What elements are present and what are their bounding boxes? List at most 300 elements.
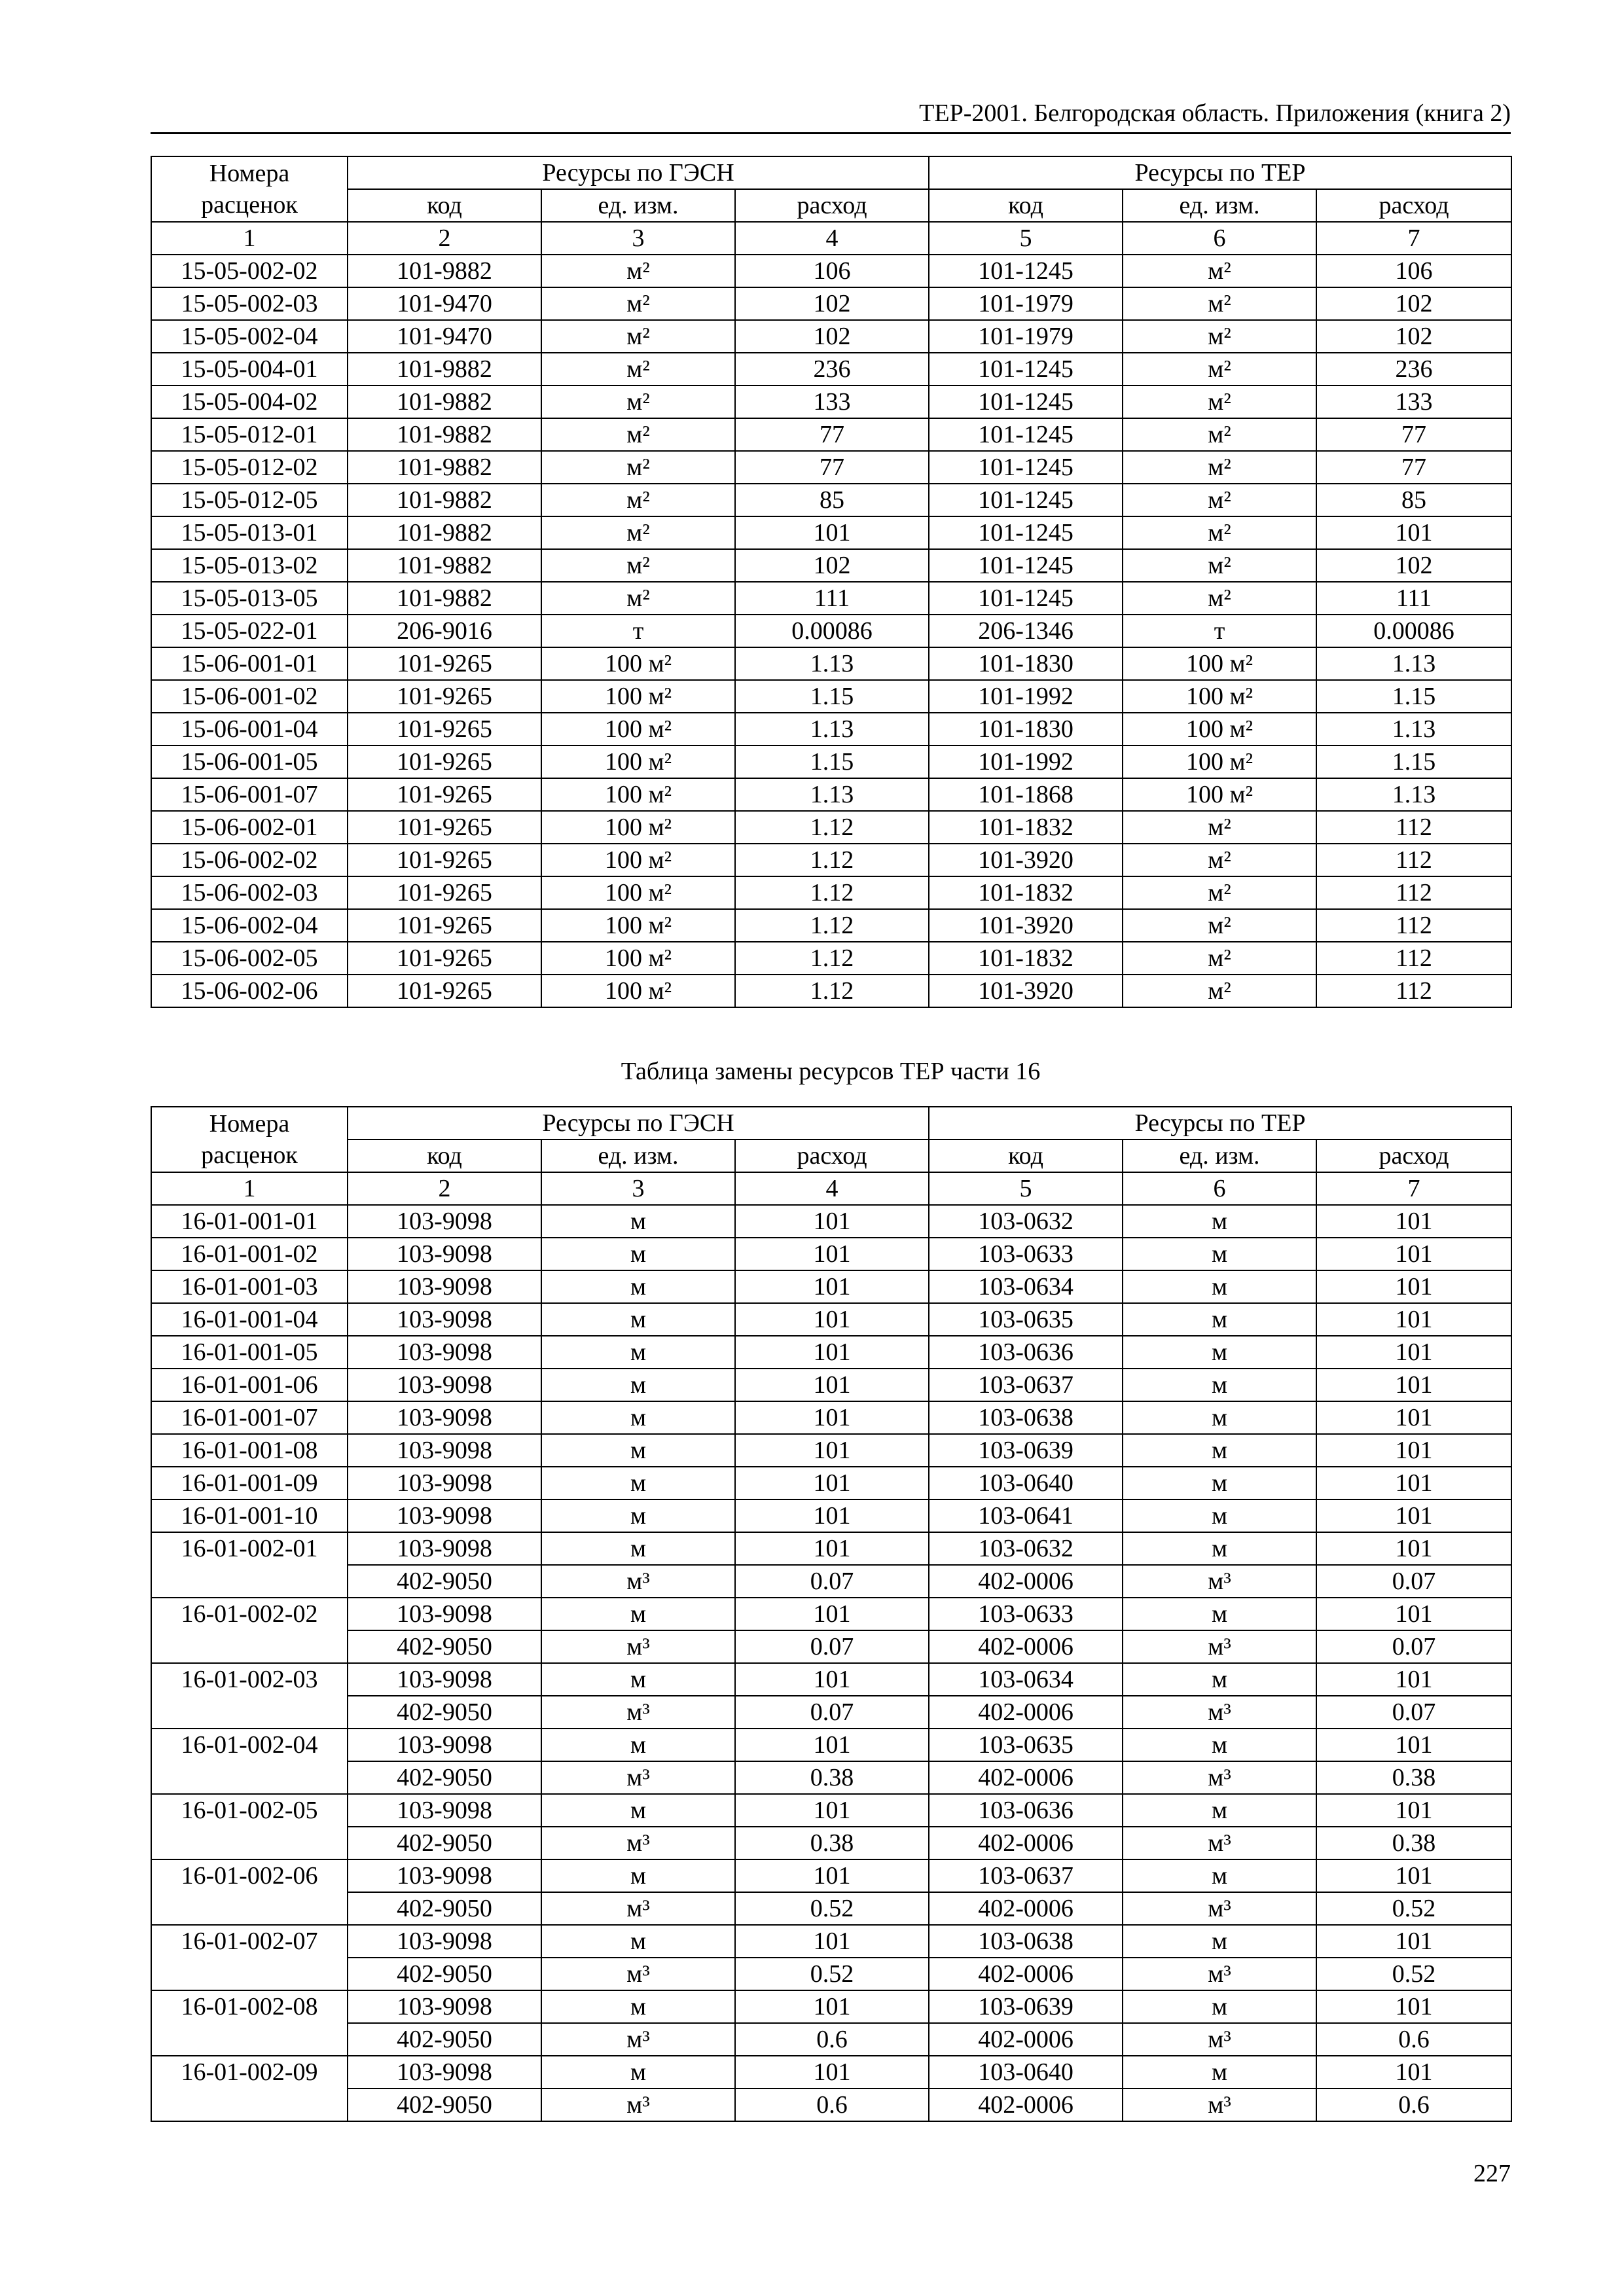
table-cell: м² bbox=[541, 287, 735, 320]
table-cell: м bbox=[541, 1990, 735, 2023]
table-cell: 101-1832 bbox=[929, 876, 1123, 909]
gesn-header: Ресурсы по ГЭСН bbox=[348, 1107, 929, 1139]
table-cell: м³ bbox=[1123, 2089, 1316, 2121]
table-cell: 101-9882 bbox=[348, 484, 541, 516]
table-cell: 103-0641 bbox=[929, 1499, 1123, 1532]
table-cell: 16-01-001-08 bbox=[151, 1434, 348, 1467]
table-cell: м² bbox=[541, 516, 735, 549]
table-cell: 101 bbox=[1316, 1794, 1511, 1827]
table-cell: 101-1830 bbox=[929, 713, 1123, 745]
table-cell: 101 bbox=[735, 1401, 929, 1434]
table-cell: 112 bbox=[1316, 909, 1511, 942]
table-cell: 101-1832 bbox=[929, 942, 1123, 975]
table-cell: 101 bbox=[1316, 1434, 1511, 1467]
table-cell: 0.00086 bbox=[1316, 615, 1511, 647]
table-cell: 402-0006 bbox=[929, 2023, 1123, 2056]
table-cell: 15-06-001-02 bbox=[151, 680, 348, 713]
table-cell: 100 м² bbox=[541, 844, 735, 876]
table-cell: м bbox=[1123, 1369, 1316, 1401]
table-cell: 103-9098 bbox=[348, 1990, 541, 2023]
table-cell: 101-9265 bbox=[348, 713, 541, 745]
table-cell: м bbox=[1123, 1401, 1316, 1434]
gesn-amount-header: расход bbox=[735, 1139, 929, 1172]
table-cell: 15-05-013-05 bbox=[151, 582, 348, 615]
table-cell: 1.12 bbox=[735, 811, 929, 844]
table-cell: 15-05-002-04 bbox=[151, 320, 348, 353]
table-cell: м bbox=[541, 1859, 735, 1892]
table-cell: 100 м² bbox=[541, 909, 735, 942]
table-cell: 101 bbox=[1316, 1925, 1511, 1958]
table-cell: м bbox=[541, 1205, 735, 1238]
table-cell: м bbox=[1123, 1598, 1316, 1630]
table-cell: 402-9050 bbox=[348, 1761, 541, 1794]
ter-amount-header: расход bbox=[1316, 189, 1511, 222]
table-row bbox=[151, 1729, 1511, 1761]
table-cell: 103-0636 bbox=[929, 1794, 1123, 1827]
table-cell: м³ bbox=[1123, 1696, 1316, 1729]
table-cell: 101-9265 bbox=[348, 975, 541, 1007]
table-cell: 15-05-012-01 bbox=[151, 418, 348, 451]
rate-code-cell: 16-01-002-02 bbox=[151, 1598, 348, 1663]
table-row bbox=[151, 418, 1511, 451]
table-cell: м³ bbox=[541, 2089, 735, 2121]
table-cell: 103-0636 bbox=[929, 1336, 1123, 1369]
table-row bbox=[151, 1696, 1511, 1729]
table-cell: 103-0637 bbox=[929, 1859, 1123, 1892]
table-cell: 101 bbox=[1316, 1303, 1511, 1336]
table-cell: м bbox=[1123, 1336, 1316, 1369]
table-cell: 101 bbox=[735, 516, 929, 549]
table-cell: 101-3920 bbox=[929, 844, 1123, 876]
table-cell: м² bbox=[1123, 255, 1316, 287]
table-cell: м bbox=[541, 1238, 735, 1270]
table-cell: м bbox=[1123, 1794, 1316, 1827]
table-cell: 101-9265 bbox=[348, 876, 541, 909]
table-cell: 15-05-013-02 bbox=[151, 549, 348, 582]
table-cell: 103-0638 bbox=[929, 1925, 1123, 1958]
table-row bbox=[151, 778, 1511, 811]
table-cell: 1.15 bbox=[735, 680, 929, 713]
table-cell: м² bbox=[541, 353, 735, 386]
table-row bbox=[151, 484, 1511, 516]
table-cell: 402-9050 bbox=[348, 1958, 541, 1990]
table-cell: м² bbox=[1123, 582, 1316, 615]
table-cell: 15-06-001-05 bbox=[151, 745, 348, 778]
table-cell: м³ bbox=[1123, 1958, 1316, 1990]
table-cell: 101 bbox=[735, 1336, 929, 1369]
table-cell: м bbox=[1123, 1663, 1316, 1696]
table-cell: м³ bbox=[541, 1565, 735, 1598]
page-header: ТЕР-2001. Белгородская область. Приложения (книга 2) bbox=[919, 99, 1511, 127]
table-cell: м bbox=[541, 1663, 735, 1696]
ter-unit-header: ед. изм. bbox=[1123, 189, 1316, 222]
table-cell: м³ bbox=[541, 1892, 735, 1925]
table-cell: 101 bbox=[735, 2056, 929, 2089]
table-cell: м bbox=[541, 1499, 735, 1532]
table-cell: 101-9265 bbox=[348, 647, 541, 680]
table-cell: 101-3920 bbox=[929, 975, 1123, 1007]
table-cell: 0.07 bbox=[1316, 1696, 1511, 1729]
codes-header-label: Номера расценок bbox=[201, 1110, 298, 1169]
table-row bbox=[151, 2056, 1511, 2089]
table-cell: 402-9050 bbox=[348, 2089, 541, 2121]
table-cell: 0.07 bbox=[735, 1565, 929, 1598]
column-number: 4 bbox=[735, 222, 929, 255]
table-row bbox=[151, 745, 1511, 778]
table-cell: 101 bbox=[1316, 1499, 1511, 1532]
table-cell: 206-1346 bbox=[929, 615, 1123, 647]
table-cell: 112 bbox=[1316, 811, 1511, 844]
table-cell: 100 м² bbox=[541, 647, 735, 680]
table-cell: 15-05-012-02 bbox=[151, 451, 348, 484]
table-cell: 0.52 bbox=[1316, 1958, 1511, 1990]
table-cell: 103-0632 bbox=[929, 1532, 1123, 1565]
rate-code-cell: 16-01-002-03 bbox=[151, 1663, 348, 1729]
table-row bbox=[151, 255, 1511, 287]
table-cell: 101-1245 bbox=[929, 451, 1123, 484]
table-cell: 101-1245 bbox=[929, 484, 1123, 516]
table-cell: 16-01-001-02 bbox=[151, 1238, 348, 1270]
table-cell: м bbox=[1123, 1238, 1316, 1270]
table-cell: 15-06-002-06 bbox=[151, 975, 348, 1007]
table-cell: 16-01-001-03 bbox=[151, 1270, 348, 1303]
rate-code-cell: 16-01-002-07 bbox=[151, 1925, 348, 1990]
table-cell: м² bbox=[1123, 876, 1316, 909]
table-cell: м bbox=[541, 1467, 735, 1499]
table-cell: 85 bbox=[735, 484, 929, 516]
table-cell: м² bbox=[1123, 811, 1316, 844]
table-row bbox=[151, 811, 1511, 844]
table-cell: 15-06-001-07 bbox=[151, 778, 348, 811]
table-cell: м bbox=[1123, 2056, 1316, 2089]
table-cell: 100 м² bbox=[1123, 647, 1316, 680]
column-number-row bbox=[151, 1172, 1511, 1205]
table-cell: 0.6 bbox=[1316, 2023, 1511, 2056]
table-cell: 101 bbox=[1316, 1401, 1511, 1434]
table-cell: 0.38 bbox=[1316, 1761, 1511, 1794]
ter-amount-header: расход bbox=[1316, 1139, 1511, 1172]
table-cell: 402-0006 bbox=[929, 1630, 1123, 1663]
table-cell: 1.12 bbox=[735, 942, 929, 975]
codes-header bbox=[151, 1107, 348, 1172]
table-cell: 15-05-002-03 bbox=[151, 287, 348, 320]
table-cell: 15-06-002-03 bbox=[151, 876, 348, 909]
table-cell: 402-9050 bbox=[348, 1696, 541, 1729]
table-cell: 0.38 bbox=[735, 1827, 929, 1859]
table-cell: 103-9098 bbox=[348, 1925, 541, 1958]
table-cell: 15-06-002-02 bbox=[151, 844, 348, 876]
table-cell: м³ bbox=[1123, 1761, 1316, 1794]
gesn-code-header: код bbox=[348, 189, 541, 222]
gesn-header: Ресурсы по ГЭСН bbox=[348, 156, 929, 189]
table-row bbox=[151, 1630, 1511, 1663]
table-cell: 103-0639 bbox=[929, 1434, 1123, 1467]
table-cell: 101-1245 bbox=[929, 549, 1123, 582]
table-row bbox=[151, 1598, 1511, 1630]
table-cell: 1.15 bbox=[1316, 745, 1511, 778]
table-cell: 1.12 bbox=[735, 909, 929, 942]
table-row bbox=[151, 1401, 1511, 1434]
table-row bbox=[151, 844, 1511, 876]
gesn-code-header: код bbox=[348, 1139, 541, 1172]
table-cell: м² bbox=[541, 484, 735, 516]
table-cell: 101 bbox=[1316, 1270, 1511, 1303]
table-cell: м² bbox=[541, 320, 735, 353]
table-cell: м bbox=[541, 1794, 735, 1827]
table-row bbox=[151, 1794, 1511, 1827]
ter-unit-header: ед. изм. bbox=[1123, 1139, 1316, 1172]
resource-table-part-16 bbox=[151, 1106, 1512, 2122]
table-cell: м bbox=[541, 2056, 735, 2089]
table-cell: м bbox=[1123, 1205, 1316, 1238]
table-cell: 101-9265 bbox=[348, 942, 541, 975]
table-cell: 101 bbox=[735, 1270, 929, 1303]
rate-code-cell: 16-01-002-04 bbox=[151, 1729, 348, 1794]
table-cell: м bbox=[1123, 1303, 1316, 1336]
codes-header bbox=[151, 156, 348, 222]
table-cell: 101 bbox=[1316, 1369, 1511, 1401]
table-row bbox=[151, 1369, 1511, 1401]
table-cell: 103-9098 bbox=[348, 1467, 541, 1499]
table-cell: 103-9098 bbox=[348, 1859, 541, 1892]
table-cell: 101-9470 bbox=[348, 287, 541, 320]
table-cell: 101-9882 bbox=[348, 451, 541, 484]
table-cell: 101 bbox=[735, 1663, 929, 1696]
table-cell: 0.00086 bbox=[735, 615, 929, 647]
table-cell: 100 м² bbox=[541, 745, 735, 778]
gesn-amount-header: расход bbox=[735, 189, 929, 222]
table-cell: м² bbox=[541, 582, 735, 615]
table-cell: 15-05-013-01 bbox=[151, 516, 348, 549]
column-number: 5 bbox=[929, 1172, 1123, 1205]
table-cell: 15-06-001-01 bbox=[151, 647, 348, 680]
table-cell: 101-9265 bbox=[348, 811, 541, 844]
table-cell: 16-01-001-10 bbox=[151, 1499, 348, 1532]
column-number: 3 bbox=[541, 222, 735, 255]
table-cell: 101 bbox=[735, 1369, 929, 1401]
table-row bbox=[151, 1859, 1511, 1892]
table-cell: 16-01-001-09 bbox=[151, 1467, 348, 1499]
table-cell: 77 bbox=[735, 418, 929, 451]
table-cell: т bbox=[1123, 615, 1316, 647]
table-cell: 101-9882 bbox=[348, 418, 541, 451]
table-cell: 103-9098 bbox=[348, 1663, 541, 1696]
table-cell: 77 bbox=[1316, 451, 1511, 484]
table-cell: 0.38 bbox=[1316, 1827, 1511, 1859]
table-cell: 101-1245 bbox=[929, 516, 1123, 549]
table-cell: 402-0006 bbox=[929, 1761, 1123, 1794]
table-cell: 101-9265 bbox=[348, 778, 541, 811]
ter-header: Ресурсы по ТЕР bbox=[929, 156, 1511, 189]
table-cell: м bbox=[541, 1270, 735, 1303]
table-row bbox=[151, 1303, 1511, 1336]
table-cell: 101-1992 bbox=[929, 745, 1123, 778]
table-row bbox=[151, 1925, 1511, 1958]
table-body bbox=[151, 255, 1511, 1007]
table-cell: 15-05-004-02 bbox=[151, 386, 348, 418]
table-cell: 402-0006 bbox=[929, 1892, 1123, 1925]
table-cell: 101 bbox=[1316, 2056, 1511, 2089]
table-cell: 15-06-001-04 bbox=[151, 713, 348, 745]
table-cell: 101 bbox=[735, 1303, 929, 1336]
column-number: 7 bbox=[1316, 1172, 1511, 1205]
table-cell: 1.13 bbox=[1316, 647, 1511, 680]
rate-code-cell: 16-01-002-09 bbox=[151, 2056, 348, 2121]
table-cell: 1.15 bbox=[735, 745, 929, 778]
table-cell: 77 bbox=[735, 451, 929, 484]
table-cell: 101-1992 bbox=[929, 680, 1123, 713]
table-cell: 101 bbox=[735, 1238, 929, 1270]
table-cell: 103-9098 bbox=[348, 1369, 541, 1401]
table-cell: 102 bbox=[735, 549, 929, 582]
table-cell: 102 bbox=[735, 287, 929, 320]
table-row bbox=[151, 909, 1511, 942]
table-cell: 16-01-001-06 bbox=[151, 1369, 348, 1401]
header-row bbox=[151, 1107, 1511, 1139]
table-cell: 100 м² bbox=[541, 876, 735, 909]
table-cell: 101 bbox=[1316, 1990, 1511, 2023]
table-cell: 101-1830 bbox=[929, 647, 1123, 680]
table-cell: 102 bbox=[1316, 320, 1511, 353]
table-cell: 15-05-004-01 bbox=[151, 353, 348, 386]
table-cell: 236 bbox=[735, 353, 929, 386]
column-number: 1 bbox=[151, 1172, 348, 1205]
table-row bbox=[151, 1565, 1511, 1598]
table-cell: 101-9882 bbox=[348, 582, 541, 615]
column-number-row bbox=[151, 222, 1511, 255]
table-row bbox=[151, 1532, 1511, 1565]
table-row bbox=[151, 1827, 1511, 1859]
table-row bbox=[151, 942, 1511, 975]
table-cell: м² bbox=[1123, 942, 1316, 975]
table-cell: 402-9050 bbox=[348, 1565, 541, 1598]
table-cell: 15-05-012-05 bbox=[151, 484, 348, 516]
table-cell: 402-0006 bbox=[929, 1565, 1123, 1598]
table-cell: 101-9882 bbox=[348, 353, 541, 386]
table-row bbox=[151, 615, 1511, 647]
table-cell: 101 bbox=[735, 1990, 929, 2023]
table-row bbox=[151, 876, 1511, 909]
table-cell: 101 bbox=[1316, 1205, 1511, 1238]
table-row bbox=[151, 320, 1511, 353]
table-cell: 112 bbox=[1316, 942, 1511, 975]
table-row bbox=[151, 1761, 1511, 1794]
table-cell: 402-9050 bbox=[348, 1827, 541, 1859]
table-cell: м² bbox=[541, 549, 735, 582]
table-row bbox=[151, 582, 1511, 615]
table-cell: 100 м² bbox=[541, 680, 735, 713]
table-cell: 112 bbox=[1316, 876, 1511, 909]
table-cell: 0.07 bbox=[1316, 1565, 1511, 1598]
table-cell: м² bbox=[1123, 353, 1316, 386]
table-cell: м² bbox=[541, 386, 735, 418]
table-cell: 77 bbox=[1316, 418, 1511, 451]
table-cell: 101 bbox=[1316, 516, 1511, 549]
table-cell: 101 bbox=[1316, 1238, 1511, 1270]
table-cell: 1.13 bbox=[1316, 778, 1511, 811]
table-cell: 101-9265 bbox=[348, 844, 541, 876]
gesn-unit-header: ед. изм. bbox=[541, 189, 735, 222]
table-cell: 101 bbox=[735, 1794, 929, 1827]
table-cell: 103-9098 bbox=[348, 1532, 541, 1565]
table-cell: м² bbox=[1123, 549, 1316, 582]
column-number: 7 bbox=[1316, 222, 1511, 255]
table-cell: 103-0634 bbox=[929, 1663, 1123, 1696]
header-row bbox=[151, 156, 1511, 189]
table-cell: 236 bbox=[1316, 353, 1511, 386]
table-cell: м² bbox=[1123, 975, 1316, 1007]
table-cell: 103-0633 bbox=[929, 1598, 1123, 1630]
table-cell: м² bbox=[1123, 909, 1316, 942]
table-cell: 15-05-022-01 bbox=[151, 615, 348, 647]
table-cell: 101 bbox=[735, 1859, 929, 1892]
column-number: 5 bbox=[929, 222, 1123, 255]
table-cell: 1.13 bbox=[735, 778, 929, 811]
table-row bbox=[151, 2023, 1511, 2056]
table-cell: 101-1979 bbox=[929, 287, 1123, 320]
table-cell: 103-0635 bbox=[929, 1303, 1123, 1336]
column-number: 3 bbox=[541, 1172, 735, 1205]
table-cell: 103-0639 bbox=[929, 1990, 1123, 2023]
table-cell: 85 bbox=[1316, 484, 1511, 516]
table-cell: 101-1245 bbox=[929, 582, 1123, 615]
table-cell: 106 bbox=[1316, 255, 1511, 287]
table-cell: м² bbox=[1123, 516, 1316, 549]
table-row bbox=[151, 1663, 1511, 1696]
table-cell: 103-9098 bbox=[348, 1205, 541, 1238]
table-cell: 1.12 bbox=[735, 876, 929, 909]
table-cell: 103-9098 bbox=[348, 1794, 541, 1827]
table-cell: 103-0634 bbox=[929, 1270, 1123, 1303]
table-cell: 103-0640 bbox=[929, 1467, 1123, 1499]
table-cell: 103-9098 bbox=[348, 1729, 541, 1761]
table-cell: 1.12 bbox=[735, 975, 929, 1007]
table-cell: 101 bbox=[735, 1499, 929, 1532]
table-body bbox=[151, 1205, 1511, 2121]
table-cell: 133 bbox=[1316, 386, 1511, 418]
table-cell: 15-05-002-02 bbox=[151, 255, 348, 287]
table-cell: м bbox=[541, 1598, 735, 1630]
table-cell: 16-01-001-05 bbox=[151, 1336, 348, 1369]
table-cell: 101-1245 bbox=[929, 353, 1123, 386]
table-cell: 101 bbox=[735, 1434, 929, 1467]
table-cell: м bbox=[1123, 1859, 1316, 1892]
rate-code-cell: 16-01-002-06 bbox=[151, 1859, 348, 1925]
table-cell: 101-1245 bbox=[929, 386, 1123, 418]
table-cell: 101 bbox=[1316, 1598, 1511, 1630]
table-cell: м³ bbox=[541, 1761, 735, 1794]
table-cell: 402-0006 bbox=[929, 2089, 1123, 2121]
table-row bbox=[151, 1336, 1511, 1369]
table-cell: 0.52 bbox=[735, 1892, 929, 1925]
table-row bbox=[151, 1892, 1511, 1925]
table-row bbox=[151, 1434, 1511, 1467]
column-number: 2 bbox=[348, 1172, 541, 1205]
table-cell: м³ bbox=[1123, 1892, 1316, 1925]
table-cell: 101 bbox=[735, 1729, 929, 1761]
column-number: 4 bbox=[735, 1172, 929, 1205]
column-number: 6 bbox=[1123, 222, 1316, 255]
table-row bbox=[151, 386, 1511, 418]
table-row bbox=[151, 516, 1511, 549]
table-cell: 101 bbox=[1316, 1336, 1511, 1369]
table-cell: 1.12 bbox=[735, 844, 929, 876]
table-cell: м³ bbox=[1123, 2023, 1316, 2056]
table-cell: 101-9882 bbox=[348, 255, 541, 287]
table-cell: 101 bbox=[1316, 1532, 1511, 1565]
table-cell: 101-1245 bbox=[929, 255, 1123, 287]
table-cell: 102 bbox=[735, 320, 929, 353]
